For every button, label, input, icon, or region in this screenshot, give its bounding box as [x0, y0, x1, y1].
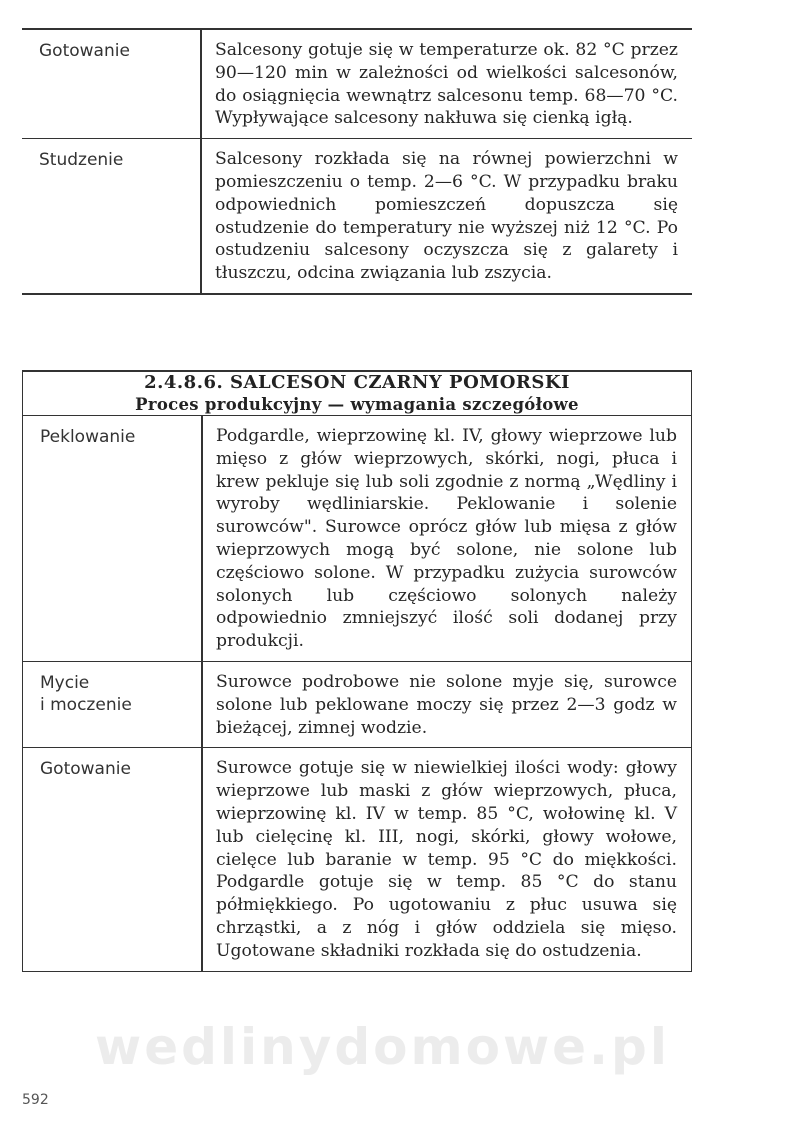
row-text-peklowanie: Podgardle, wieprzowinę kl. IV, głowy wieprzowe lub mięso z głów wieprzowych, skórki, nogi, płuca i krew pekluje się lub soli zgodnie z normą „Wędliny i wyroby wędliniarskie. Peklowanie i solenie surowców". Surowce oprócz głów lub mięsa z głów wieprzowych mogą być solone, nie solone lub częściowo solone. W przypadku zużycia surowców solonych lub częściowo solonych należy odpowiednio zmniejszyć ilość soli dodanej przy produkcji. [216, 426, 677, 652]
section-heading-row [23, 371, 692, 416]
row-label-gotowanie: Gotowanie [39, 41, 130, 61]
row-text-cell [202, 661, 692, 747]
row-text-cell [201, 29, 692, 139]
row-label-cell [22, 139, 201, 294]
row-label-gotowanie-2: Gotowanie [40, 759, 131, 780]
table-row [22, 139, 692, 294]
section-title: 2.4.8.6. SALCESON CZARNY POMORSKI [144, 372, 570, 393]
row-label-studzenie: Studzenie [39, 150, 124, 171]
row-text-mycie: Surowce podrobowe nie solone myje się, surowce solone lub peklowane moczy się przez 2—3 godz w bieżącej, zimnej wodzie. [216, 671, 677, 738]
page-number: 592 [22, 1092, 49, 1108]
table-section [22, 370, 692, 972]
row-label-mycie-line1: Mycie [40, 672, 90, 693]
row-text-cell [202, 416, 692, 662]
table-row [23, 748, 692, 971]
section-heading [23, 371, 692, 416]
row-label-cell [23, 661, 203, 747]
row-label-cell [23, 416, 203, 662]
table-top [22, 28, 692, 295]
table-row [23, 661, 692, 747]
row-text-gotowanie: Salcesony gotuje się w temperaturze ok. 82 °C przez 90—120 min w zależności od wielkości salcesonów, do osiągnięcia wewnątrz salcesonu temp. 68—70 °C. Wypływające salcesony nakłuwa się cienką igłą. [215, 40, 678, 129]
row-label-peklowanie: Peklowanie [40, 427, 136, 447]
row-label-cell [22, 29, 201, 139]
row-label-cell [23, 748, 203, 971]
row-text-cell [201, 139, 692, 294]
table-row [22, 29, 692, 139]
watermark: wedlinydomowe.pl [95, 1018, 670, 1076]
row-label-mycie-line2: i moczenie [40, 694, 132, 715]
table-row [23, 416, 692, 662]
row-label-mycie [23, 662, 201, 716]
row-text-studzenie: Salcesony rozkłada się na równej powierzchni w pomieszczeniu o temp. 2—6 °C. W przypadku braku odpowiednich pomieszczeń dopuszcza się ostudzenie do temperatury nie wyższej niż 12 °C. Po ostudzeniu salcesony oczyszcza się z galarety i tłuszczu, odcina związania lub zszycia. [215, 149, 678, 284]
row-text-gotowanie-2: Surowce gotuje się w niewielkiej ilości wody: głowy wieprzowe lub maski z głów wieprzowych, płuca, wieprzowinę kl. IV w temp. 85 °C, wołowinę kl. V lub cielęcinę kl. III, nogi, skórki, głowy wołowe, cielęce lub baranie w temp. 95 °C do miękkości. Podgardle gotuje się w temp. 85 °C do stanu półmiękkiego. Po ugotowaniu z płuc usuwa się chrząstki, a z nóg i głów oddziela się mięso. Ugotowane składniki rozkłada się do ostudzenia. [216, 758, 677, 961]
row-text-cell [202, 748, 692, 971]
section-subtitle: Proces produkcyjny — wymagania szczegółowe [135, 395, 579, 414]
